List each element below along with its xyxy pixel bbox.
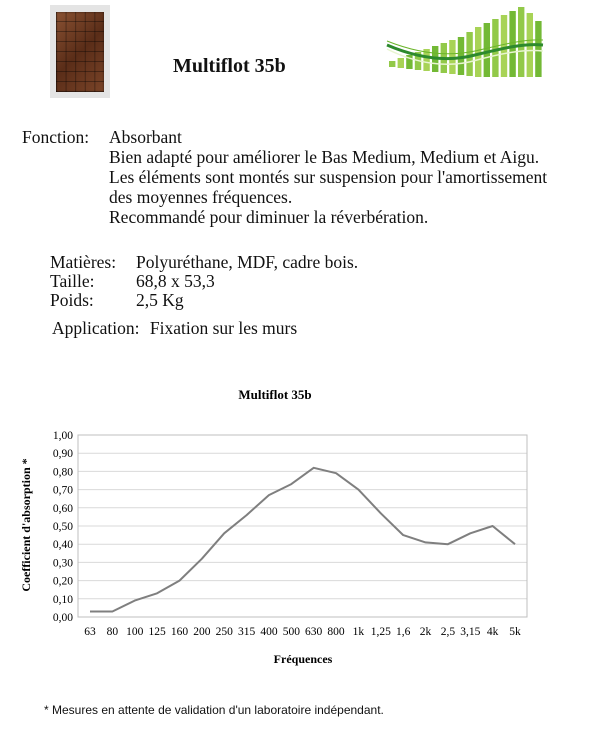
application-row (52, 318, 297, 339)
x-tick-label: 630 (305, 626, 323, 638)
chart-title: Multiflot 35b (238, 387, 312, 402)
fonction-line: Les éléments sont montés sur suspension pour l'amortissement (109, 167, 548, 187)
x-tick-label: 2k (419, 626, 432, 638)
application-label: Application: (52, 318, 140, 338)
y-tick-label: 0,10 (52, 593, 73, 606)
product-title: Multiflot 35b (173, 55, 286, 77)
chart-ylabel: Coefficient d'absorption * (19, 458, 33, 592)
y-tick-label: 0,50 (52, 521, 73, 533)
x-tick-label: 200 (193, 626, 211, 638)
matieres-label: Matières: (50, 252, 117, 272)
x-tick-label: 800 (327, 626, 345, 638)
logo-bar (492, 19, 498, 77)
x-tick-label: 5k (509, 626, 521, 638)
x-tick-label: 3,15 (460, 626, 481, 638)
fonction-line: des moyennes fréquences. (109, 187, 293, 207)
logo-bar (475, 27, 481, 77)
fonction-label: Fonction: (22, 127, 90, 147)
y-tick-label: 0,90 (52, 448, 73, 461)
x-tick-label: 250 (215, 626, 233, 638)
x-tick-label: 2,5 (440, 626, 456, 638)
x-tick-label: 80 (106, 626, 119, 638)
chart-plot-area (53, 430, 527, 638)
x-tick-label: 4k (486, 626, 499, 638)
x-tick-label: 315 (237, 626, 256, 638)
x-tick-label: 1,6 (395, 626, 411, 638)
chart-xlabel: Fréquences (273, 652, 333, 666)
matieres-value: Polyuréthane, MDF, cadre bois. (136, 252, 359, 272)
application-value: Fixation sur les murs (149, 318, 298, 338)
y-tick-label: 0,20 (52, 575, 73, 588)
logo-bar (398, 58, 404, 68)
logo-bar (509, 11, 515, 77)
y-tick-label: 0,40 (52, 539, 73, 552)
fonction-text (109, 127, 599, 227)
x-tick-label: 63 (84, 626, 96, 638)
x-tick-label: 100 (126, 626, 144, 638)
product-photo (50, 5, 110, 98)
taille-label: Taille: (50, 271, 95, 291)
x-tick-label: 400 (260, 626, 278, 638)
footnote: * Mesures en attente de validation d'un laboratoire indépendant. (44, 703, 384, 717)
logo-bar (484, 23, 490, 77)
fonction-line: Absorbant (109, 127, 182, 147)
logo-bar (501, 15, 507, 77)
logo-bar (389, 61, 395, 67)
x-tick-label: 1k (352, 626, 365, 638)
logo-bar (535, 21, 541, 77)
x-tick-label: 1,25 (370, 626, 391, 638)
fonction-line: Bien adapté pour améliorer le Bas Medium, Medium et Aigu. (109, 147, 540, 167)
poids-label: Poids: (50, 290, 94, 310)
logo-bar (466, 32, 472, 76)
acoustic-panel-image (56, 12, 104, 92)
x-tick-label: 125 (148, 626, 166, 638)
y-tick-label: 0,60 (52, 502, 73, 515)
fonction-line: Recommandé pour diminuer la réverbération. (109, 207, 429, 227)
y-tick-label: 1,00 (52, 430, 73, 442)
poids-value: 2,5 Kg (136, 290, 184, 310)
y-tick-label: 0,70 (52, 484, 73, 497)
x-tick-label: 160 (170, 626, 189, 638)
absorption-chart (0, 380, 600, 680)
taille-value: 68,8 x 53,3 (136, 271, 215, 291)
brand-logo (385, 5, 545, 80)
y-tick-label: 0,00 (52, 612, 73, 624)
y-tick-label: 0,80 (52, 466, 73, 479)
y-tick-label: 0,30 (52, 557, 73, 570)
x-tick-label: 500 (282, 626, 300, 638)
